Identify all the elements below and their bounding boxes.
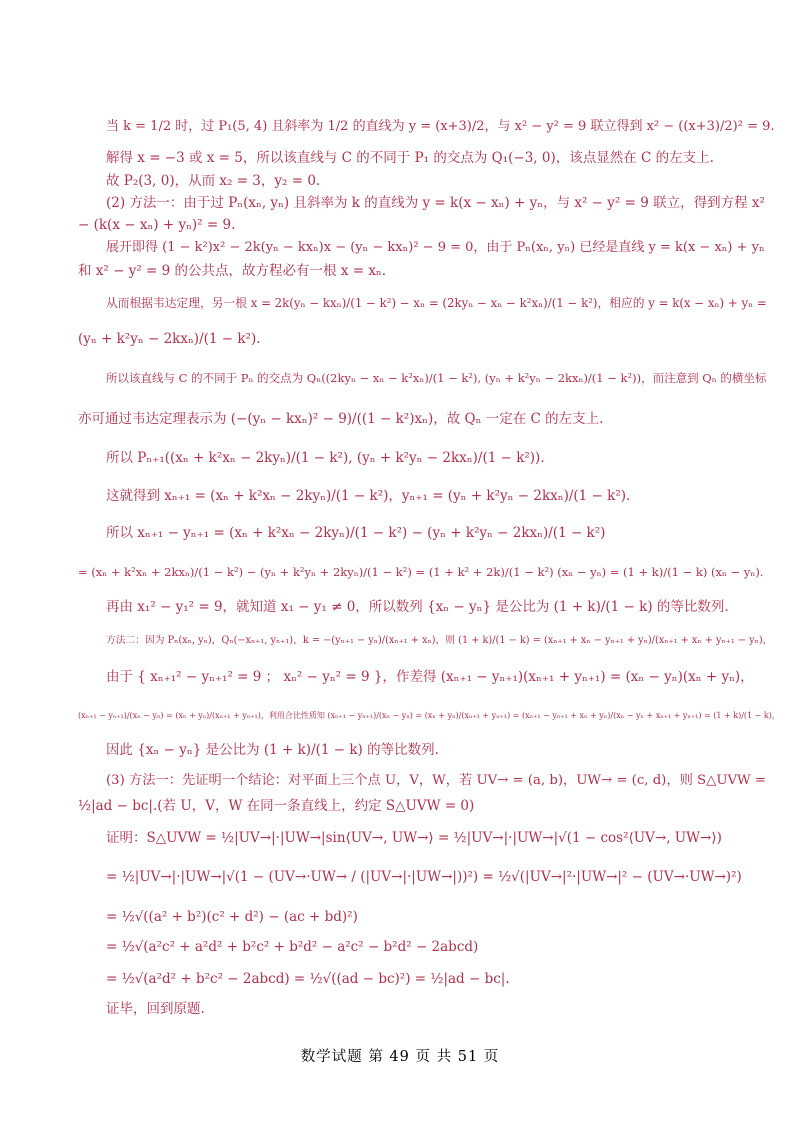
solution-line: = ½√(a²d² + b²c² − 2abcd) = ½√((ad − bc)²) = ½|ad − bc|.	[106, 971, 510, 987]
solution-line: 再由 x₁² − y₁² = 9，就知道 x₁ − y₁ ≠ 0，所以数列 {xₙ − yₙ} 是公比为 (1 + k)/(1 − k) 的等比数列.	[106, 599, 729, 615]
solution-line: = ½|UV→|·|UW→|√(1 − (UV→·UW→ / (|UV→|·|UW→|))²) = ½√(|UV→|²·|UW→|² − (UV→·UW→)²)	[106, 869, 742, 885]
solution-line: 由于 { xₙ₊₁² − yₙ₊₁² = 9 ； xₙ² − yₙ² = 9 }，作差得 (xₙ₊₁ − yₙ₊₁)(xₙ₊₁ + yₙ₊₁) = (xₙ − yₙ)(xₙ + yₙ)，	[106, 669, 754, 685]
solution-line: 所以该直线与 C 的不同于 Pₙ 的交点为 Qₙ((2kyₙ − xₙ − k²xₙ)/(1 − k²), (yₙ + k²yₙ − 2kxₙ)/(1 − k²))，而注意到 Qₙ 的横坐标	[106, 371, 767, 385]
solution-line: 所以 xₙ₊₁ − yₙ₊₁ = (xₙ + k²xₙ − 2kyₙ)/(1 − k²) − (yₙ + k²yₙ − 2kxₙ)/(1 − k²)	[106, 525, 606, 541]
solution-line: = (xₙ + k²xₙ + 2kxₙ)/(1 − k²) − (yₙ + k²yₙ + 2kyₙ)/(1 − k²) = (1 + k² + 2k)/(1 − k²) (xₙ − yₙ) = (1 + k)/(1 − k) (xₙ − yₙ).	[78, 565, 764, 579]
solution-line: 亦可通过韦达定理表示为 (−(yₙ − kxₙ)² − 9)/((1 − k²)xₙ)，故 Qₙ 一定在 C 的左支上.	[78, 411, 604, 427]
solution-line: 证毕，回到原题.	[106, 1001, 205, 1017]
solution-line: = ½√(a²c² + a²d² + b²c² + b²d² − a²c² − b²d² − 2abcd)	[106, 939, 479, 955]
solution-line: 证明：S△UVW = ½|UV→|·|UW→|sin⟨UV→, UW→⟩ = ½|UV→|·|UW→|√(1 − cos²⟨UV→, UW→⟩)	[106, 830, 722, 846]
solution-line: 当 k = 1/2 时，过 P₁(5, 4) 且斜率为 1/2 的直线为 y = (x+3)/2，与 x² − y² = 9 联立得到 x² − ((x+3)/2)² = 9.	[106, 119, 775, 134]
solution-line: (2) 方法一：由于过 Pₙ(xₙ, yₙ) 且斜率为 k 的直线为 y = k(x − xₙ) + yₙ，与 x² − y² = 9 联立，得到方程 x²	[106, 195, 765, 211]
solution-line: 展开即得 (1 − k²)x² − 2k(yₙ − kxₙ)x − (yₙ − kxₙ)² − 9 = 0，由于 Pₙ(xₙ, yₙ) 已经是直线 y = k(x − xₙ) + yₙ	[106, 240, 765, 255]
solution-line: 因此 {xₙ − yₙ} 是公比为 (1 + k)/(1 − k) 的等比数列.	[106, 742, 439, 758]
solution-line: 从而根据韦达定理，另一根 x = 2k(yₙ − kxₙ)/(1 − k²) − xₙ = (2kyₙ − xₙ − k²xₙ)/(1 − k²)，相应的 y = k(x − xₙ) + yₙ =	[106, 296, 767, 310]
solution-line: 这就得到 xₙ₊₁ = (xₙ + k²xₙ − 2kyₙ)/(1 − k²)，yₙ₊₁ = (yₙ + k²yₙ − 2kxₙ)/(1 − k²).	[106, 488, 631, 504]
solution-line: 所以 Pₙ₊₁((xₙ + k²xₙ − 2kyₙ)/(1 − k²), (yₙ + k²yₙ − 2kxₙ)/(1 − k²)).	[106, 450, 545, 466]
solution-line: ½|ad − bc|.(若 U，V，W 在同一条直线上，约定 S△UVW = 0)	[78, 798, 475, 814]
page-footer: 数学试题 第 49 页 共 51 页	[300, 1049, 500, 1065]
solution-line: (3) 方法一：先证明一个结论：对平面上三个点 U，V，W，若 UV→ = (a, b)，UW→ = (c, d)，则 S△UVW =	[106, 773, 766, 788]
solution-line: (yₙ + k²yₙ − 2kxₙ)/(1 − k²).	[78, 331, 261, 347]
solution-line: − (k(x − xₙ) + yₙ)² = 9.	[78, 217, 236, 233]
solution-line: 解得 x = −3 或 x = 5，所以该直线与 C 的不同于 P₁ 的交点为 Q₁(−3, 0)，该点显然在 C 的左支上.	[106, 150, 714, 166]
solution-line: (xₙ₊₁ − yₙ₊₁)/(xₙ − yₙ) = (xₙ + yₙ)/(xₙ₊₁ + yₙ₊₁)，利用合比性质知 (xₙ₊₁ − yₙ₊₁)/(xₙ − yₙ) = (xₙ + yₙ)/(xₙ₊₁ + yₙ₊₁) = (xₙ₊₁ − yₙ₊₁ + xₙ + yₙ)/(xₙ − yₙ + xₙ₊₁ + yₙ₊₁) = (1 + k)/(1 − k)，	[78, 711, 780, 720]
solution-line: 和 x² − y² = 9 的公共点，故方程必有一根 x = xₙ.	[78, 263, 387, 279]
solution-line: 故 P₂(3, 0)，从而 x₂ = 3，y₂ = 0.	[106, 173, 321, 189]
solution-line: 方法二：因为 Pₙ(xₙ, yₙ)，Qₙ(−xₙ₊₁, yₙ₊₁)，k = −(yₙ₊₁ − yₙ)/(xₙ₊₁ + xₙ)，则 (1 + k)/(1 − k) = (xₙ₊₁ + xₙ − yₙ₊₁ + yₙ)/(xₙ₊₁ + xₙ + yₙ₊₁ − yₙ)，	[106, 635, 773, 646]
solution-line: = ½√((a² + b²)(c² + d²) − (ac + bd)²)	[106, 909, 358, 925]
